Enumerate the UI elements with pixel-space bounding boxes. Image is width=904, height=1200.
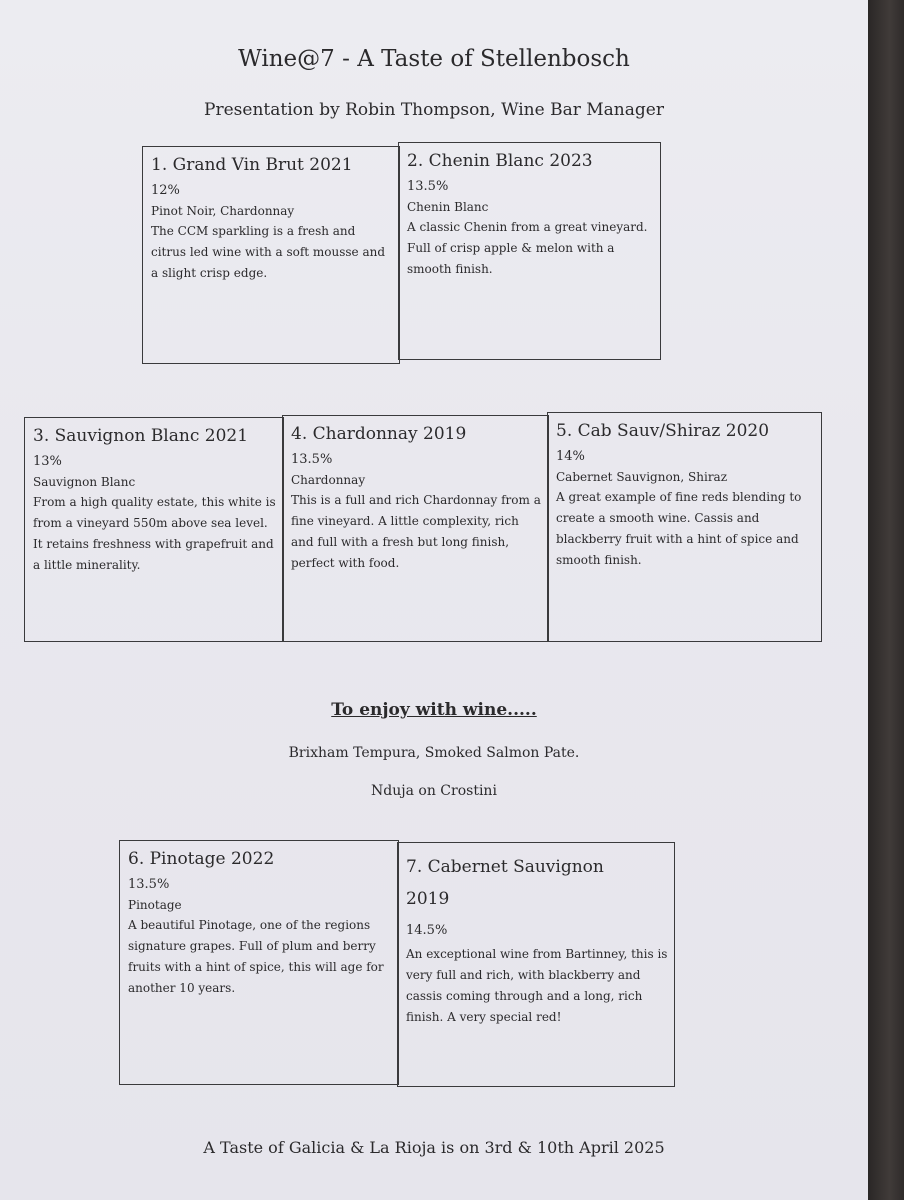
page-title: Wine@7 - A Taste of Stellenbosch bbox=[238, 46, 630, 72]
wine-grape: Sauvignon Blanc bbox=[33, 475, 136, 489]
wine-name: 7. Cabernet Sauvignon 2019 bbox=[406, 857, 604, 909]
table-background bbox=[868, 0, 904, 1200]
wine-card-1 bbox=[142, 146, 400, 364]
food-item: Nduja on Crostini bbox=[371, 783, 497, 799]
wine-abv: 13.5% bbox=[291, 452, 333, 467]
wine-name: 2. Chenin Blanc 2023 bbox=[407, 151, 593, 171]
presenter-line: Presentation by Robin Thompson, Wine Bar Manager bbox=[204, 100, 664, 120]
upcoming-event-note: A Taste of Galicia & La Rioja is on 3rd & 10th April 2025 bbox=[203, 1138, 665, 1157]
wine-name: 1. Grand Vin Brut 2021 bbox=[151, 155, 353, 175]
wine-description: A classic Chenin from a great vineyard. Full of crisp apple & melon with a smooth finish. bbox=[407, 220, 648, 276]
wine-card-2 bbox=[398, 142, 661, 360]
wine-card-3 bbox=[24, 417, 284, 642]
wine-abv: 14.5% bbox=[406, 923, 448, 938]
wine-card-4 bbox=[282, 415, 549, 642]
wine-name: 4. Chardonnay 2019 bbox=[291, 424, 467, 444]
wine-description: An exceptional wine from Bartinney, this is very full and rich, with blackberry and cassis coming through and a long, rich finish. A very special red! bbox=[406, 947, 668, 1024]
wine-description: This is a full and rich Chardonnay from a fine vineyard. A little complexity, rich and full with a fresh but long finish, perfect with food. bbox=[291, 493, 541, 570]
wine-grape: Cabernet Sauvignon, Shiraz bbox=[556, 470, 728, 484]
wine-abv: 12% bbox=[151, 183, 180, 198]
wine-grape: Chardonnay bbox=[291, 473, 366, 487]
wine-name: 5. Cab Sauv/Shiraz 2020 bbox=[556, 421, 770, 441]
wine-name: 6. Pinotage 2022 bbox=[128, 849, 275, 869]
wine-abv: 13.5% bbox=[128, 877, 170, 892]
wine-grape: Pinot Noir, Chardonnay bbox=[151, 204, 295, 218]
wine-description: From a high quality estate, this white is from a vineyard 550m above sea level. It retains freshness with grapefruit and a little minerality. bbox=[33, 495, 276, 572]
wine-grape: Chenin Blanc bbox=[407, 200, 489, 214]
wine-description: A great example of fine reds blending to create a smooth wine. Cassis and blackberry fruit with a hint of spice and smooth finish. bbox=[556, 490, 802, 567]
wine-card-7 bbox=[397, 842, 675, 1087]
wine-abv: 13% bbox=[33, 454, 62, 469]
wine-grape: Pinotage bbox=[128, 898, 182, 912]
wine-description: The CCM sparkling is a fresh and citrus led wine with a soft mousse and a slight crisp edge. bbox=[151, 224, 386, 280]
wine-description: A beautiful Pinotage, one of the regions signature grapes. Full of plum and berry fruits with a hint of spice, this will age for another 10 years. bbox=[128, 918, 384, 995]
wine-abv: 13.5% bbox=[407, 179, 449, 194]
food-item: Brixham Tempura, Smoked Salmon Pate. bbox=[288, 745, 580, 761]
wine-card-5 bbox=[547, 412, 822, 642]
food-pairing-heading: To enjoy with wine..... bbox=[331, 700, 537, 720]
wine-card-6 bbox=[119, 840, 399, 1085]
wine-name: 3. Sauvignon Blanc 2021 bbox=[33, 426, 249, 446]
wine-abv: 14% bbox=[556, 449, 585, 464]
